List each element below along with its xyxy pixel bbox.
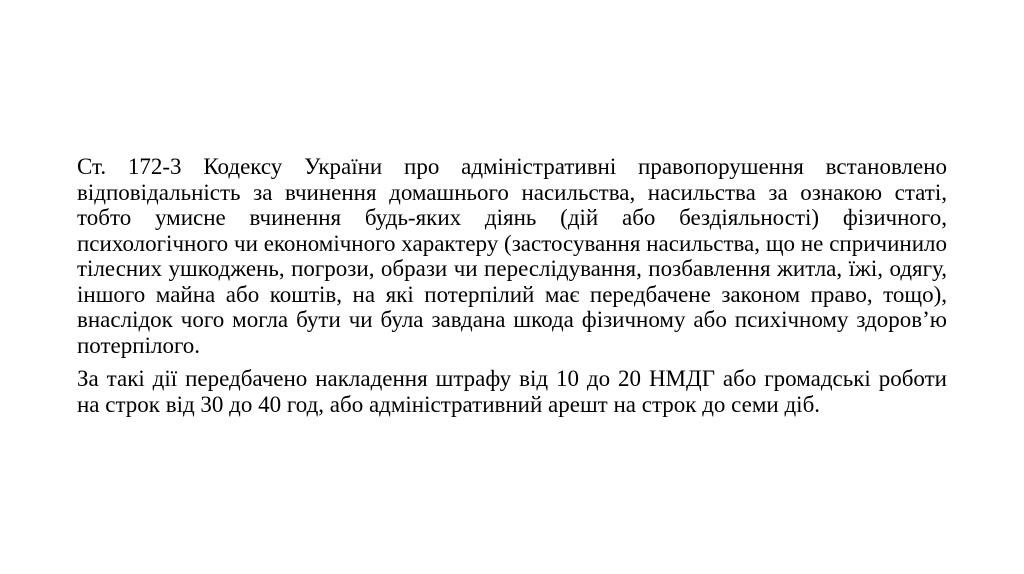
body-text: [77, 154, 947, 417]
paragraph-penalty: За такі дії передбачено накладення штрафу від 10 до 20 НМДГ або громадські роботи на строк від 30 до 40 год, або адміністративний арешт на строк до семи діб.: [77, 366, 947, 417]
paragraph-liability: Ст. 172-3 Кодексу України про адміністративні правопорушення встановлено відповідальність за вчинення домашнього насильства, насильства за ознакою статі, тобто умисне вчинення будь-яких діянь (дій або бездіяльності) фізичного, психологічного чи економічного характеру (застосування насильства, що не спричинило тілесних ушкоджень, погрози, образи чи переслідування, позбавлення житла, їжі, одягу, іншого майна або коштів, на які потерпілий має передбачене законом право, тощо), внаслідок чого могла бути чи була завдана шкода фізичному або психічному здоров’ю потерпілого.: [77, 154, 947, 358]
